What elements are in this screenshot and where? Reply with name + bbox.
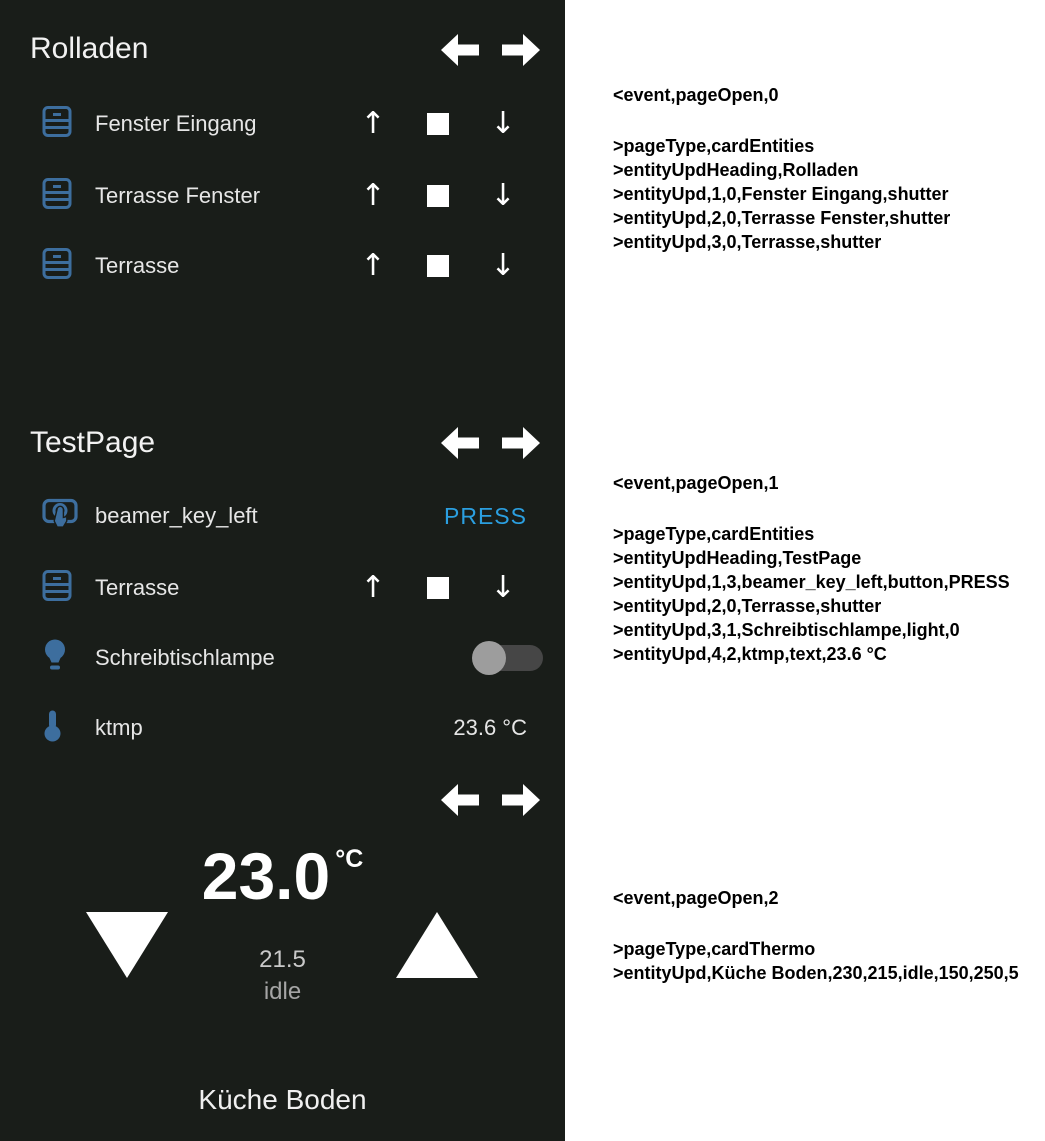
thermo-current-temperature: [0, 838, 565, 914]
entity-row: [0, 172, 565, 220]
arrow-left-bold-icon: [441, 427, 479, 459]
gesture-tap-button-icon: [42, 497, 78, 536]
entity-label: Terrasse: [95, 575, 180, 600]
log-line: >entityUpd,1,3,beamer_key_left,button,PRESS: [613, 572, 1010, 592]
log-line: >entityUpd,4,2,ktmp,text,23.6 °C: [613, 644, 887, 664]
temp-unit: °C: [335, 845, 364, 873]
nav-right-button[interactable]: [502, 427, 540, 459]
temperature-text-value: 23.6 °C: [453, 715, 527, 740]
log-line: >pageType,cardThermo: [613, 939, 816, 959]
arrow-left-bold-icon: [441, 34, 479, 66]
shutter-up-button[interactable]: ↑: [360, 106, 386, 141]
entity-label: Fenster Eingang: [95, 111, 257, 136]
thermo-heading: Küche Boden: [198, 1084, 367, 1115]
log-line: >pageType,cardEntities: [613, 524, 815, 544]
page-title-testpage: TestPage: [30, 426, 156, 459]
entity-row: [0, 564, 565, 612]
entity-label: ktmp: [95, 715, 143, 740]
shutter-stop-button[interactable]: [427, 185, 449, 207]
log-line: >entityUpd,2,0,Terrasse Fenster,shutter: [613, 208, 951, 228]
log-line: >entityUpd,1,0,Fenster Eingang,shutter: [613, 184, 949, 204]
shutter-down-button[interactable]: ↓: [490, 570, 516, 605]
shutter-icon: [42, 178, 72, 215]
log-line: >entityUpdHeading,TestPage: [613, 548, 862, 568]
arrow-right-bold-icon: [502, 427, 540, 459]
current-temp-value: 23.0: [201, 839, 331, 913]
log-line: >pageType,cardEntities: [613, 136, 815, 156]
log-block-page2: [613, 886, 1045, 985]
shutter-down-button[interactable]: ↓: [490, 248, 516, 283]
shutter-icon: [42, 248, 72, 285]
log-line: >entityUpd,3,0,Terrasse,shutter: [613, 232, 882, 252]
log-block-page1: [613, 471, 1045, 666]
log-line: >entityUpdHeading,Rolladen: [613, 160, 859, 180]
shutter-up-button[interactable]: ↑: [360, 248, 386, 283]
nav-left-button[interactable]: [441, 427, 479, 459]
arrow-right-bold-icon: [502, 34, 540, 66]
shutter-icon: [42, 106, 72, 143]
toggle-knob: [472, 641, 506, 675]
shutter-down-button[interactable]: ↓: [490, 178, 516, 213]
entity-row: [0, 492, 565, 540]
thermo-target-temperature: 21.5: [259, 946, 306, 973]
nav-right-button[interactable]: [502, 784, 540, 816]
entity-row: [0, 634, 565, 682]
arrow-right-bold-icon: [502, 784, 540, 816]
log-line: >entityUpd,2,0,Terrasse,shutter: [613, 596, 882, 616]
log-line: >entityUpd,3,1,Schreibtischlampe,light,0: [613, 620, 960, 640]
nav-right-button[interactable]: [502, 34, 540, 66]
log-block-page0: [613, 83, 1045, 254]
log-event-line: <event,pageOpen,0: [613, 85, 779, 105]
nav-left-button[interactable]: [441, 784, 479, 816]
entity-row: [0, 704, 565, 752]
log-event-line: <event,pageOpen,2: [613, 888, 779, 908]
entity-label: beamer_key_left: [95, 503, 258, 528]
shutter-stop-button[interactable]: [427, 255, 449, 277]
shutter-down-button[interactable]: ↓: [490, 106, 516, 141]
shutter-stop-button[interactable]: [427, 577, 449, 599]
thermometer-icon: [42, 709, 62, 748]
entity-label: Schreibtischlampe: [95, 645, 275, 670]
light-toggle-switch[interactable]: [475, 645, 543, 671]
entity-label: Terrasse Fenster: [95, 183, 261, 208]
nav-left-button[interactable]: [441, 34, 479, 66]
shutter-icon: [42, 570, 72, 607]
shutter-stop-button[interactable]: [427, 113, 449, 135]
shutter-up-button[interactable]: ↑: [360, 570, 386, 605]
entity-label: Terrasse: [95, 253, 180, 278]
log-line: >entityUpd,Küche Boden,230,215,idle,150,250,5: [613, 963, 1019, 983]
page-title-rolladen: Rolladen: [30, 32, 149, 65]
lightbulb-icon: [42, 639, 68, 678]
thermo-state: idle: [263, 978, 302, 1005]
log-event-line: <event,pageOpen,1: [613, 473, 779, 493]
shutter-up-button[interactable]: ↑: [360, 178, 386, 213]
arrow-left-bold-icon: [441, 784, 479, 816]
entity-row: [0, 100, 565, 148]
entity-row: [0, 242, 565, 290]
press-button[interactable]: PRESS: [444, 503, 527, 529]
